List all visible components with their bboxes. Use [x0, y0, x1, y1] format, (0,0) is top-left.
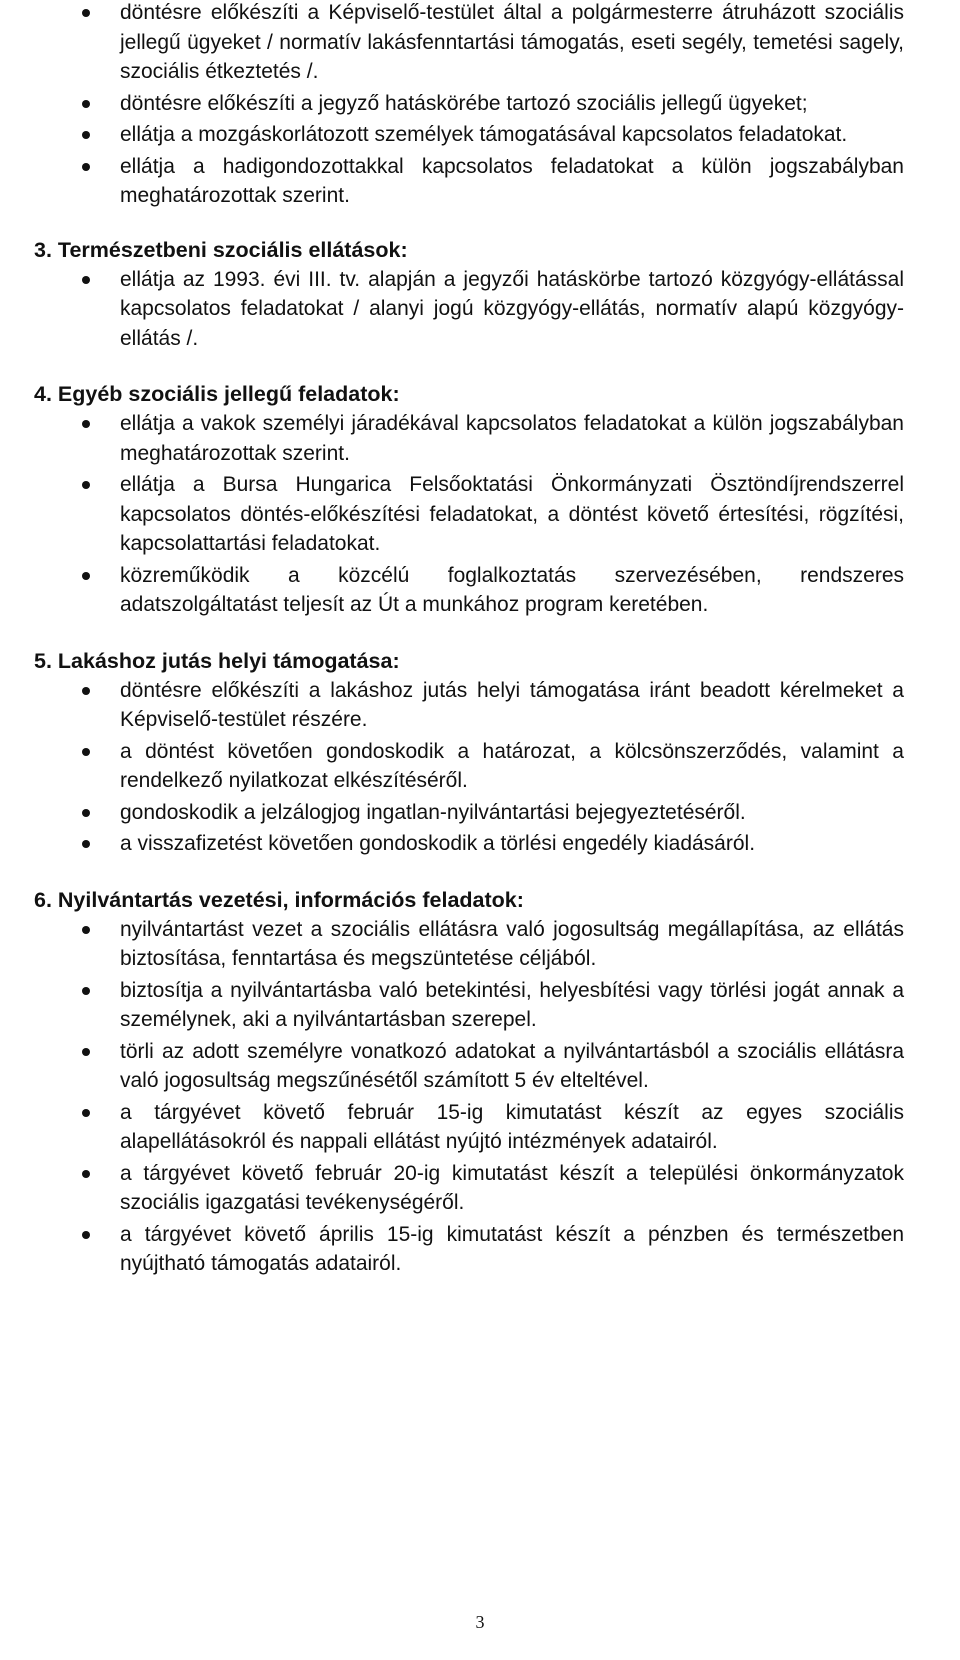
list-item	[34, 1098, 904, 1157]
section-bullet-list	[34, 409, 904, 620]
section-3	[34, 235, 904, 354]
list-item	[34, 0, 904, 87]
bullet-icon	[82, 1231, 90, 1239]
list-item	[34, 1220, 904, 1279]
list-item	[34, 676, 904, 735]
list-item	[34, 152, 904, 211]
bullet-icon	[82, 809, 90, 817]
bullet-icon	[82, 926, 90, 934]
intro-bullet-list	[34, 0, 904, 211]
bullet-icon	[82, 9, 90, 17]
bullet-icon	[82, 420, 90, 428]
bullet-icon	[82, 572, 90, 580]
bullet-icon	[82, 100, 90, 108]
list-item-text: a tárgyévet követő április 15-ig kimutatást készít a pénzben és természetben nyújtható támogatás adatairól.	[120, 1222, 904, 1275]
list-item	[34, 798, 904, 828]
section-heading: 5. Lakáshoz jutás helyi támogatása:	[34, 648, 400, 673]
section-6	[34, 885, 904, 1279]
list-item	[34, 737, 904, 796]
list-item-text: közreműködik a közcélú foglalkoztatás szervezésében, rendszeres adatszolgáltatást teljesít az Út a munkához program keretében.	[120, 563, 904, 616]
section-bullet-list	[34, 676, 904, 859]
list-item-text: a tárgyévet követő február 20-ig kimutatást készít a települési önkormányzatok szociális igazgatási tevékenységéről.	[120, 1161, 904, 1214]
list-item	[34, 89, 904, 119]
list-item-text: ellátja a vakok személyi járadékával kapcsolatos feladatokat a külön jogszabályban meghatározottak szerint.	[120, 412, 904, 465]
section-5	[34, 646, 904, 859]
list-item-text: döntésre előkészíti a lakáshoz jutás helyi támogatása iránt beadott kérelmeket a Képviselő-testület részére.	[120, 678, 904, 731]
list-item-text: ellátja a mozgáskorlátozott személyek támogatásával kapcsolatos feladatokat.	[120, 123, 848, 146]
list-item-text: törli az adott személyre vonatkozó adatokat a nyilvántartásból a szociális ellátásra való jogosultság megszűnésétől számított 5 év elteltével.	[120, 1039, 904, 1092]
section-heading: 3. Természetbeni szociális ellátások:	[34, 237, 408, 262]
list-item-text: döntésre előkészíti a Képviselő-testület által a polgármesterre átruházott szociális jellegű ügyeket / normatív lakásfenntartási támogatás, eseti segély, temetési sagely, szociális étkeztetés /.	[120, 1, 904, 83]
section-heading: 4. Egyéb szociális jellegű feladatok:	[34, 382, 400, 406]
list-item	[34, 1037, 904, 1096]
bullet-icon	[82, 1170, 90, 1178]
list-item-text: nyilvántartást vezet a szociális ellátásra való jogosultság megállapítása, az ellátás biztosítása, fenntartása és megszüntetése céljából.	[120, 917, 904, 970]
list-item	[34, 829, 904, 859]
section-heading: 6. Nyilvántartás vezetési, információs feladatok:	[34, 887, 524, 912]
bullet-icon	[82, 276, 90, 284]
list-item-text: ellátja a hadigondozottakkal kapcsolatos feladatokat a külön jogszabályban meghatározottak szerint.	[120, 154, 904, 207]
list-item	[34, 976, 904, 1035]
section-bullet-list	[34, 265, 904, 354]
list-item-text: a tárgyévet követő február 15-ig kimutatást készít az egyes szociális alapellátásokról és nappali ellátást nyújtó intézmények adatairól.	[120, 1100, 904, 1153]
bullet-icon	[82, 163, 90, 171]
bullet-icon	[82, 748, 90, 756]
document-body	[34, 0, 904, 1281]
list-item-text: gondoskodik a jelzálogjog ingatlan-nyilvántartási bejegyeztetéséről.	[120, 800, 746, 824]
bullet-icon	[82, 840, 90, 848]
list-item-text: biztosítja a nyilvántartásba való betekintési, helyesbítési vagy törlési jogát annak a személynek, aki a nyilvántartásban szerepel.	[120, 978, 904, 1031]
page-number: 3	[475, 1612, 485, 1632]
list-item	[34, 470, 904, 559]
bullet-icon	[82, 987, 90, 995]
section-4	[34, 379, 904, 620]
list-item-text: ellátja az 1993. évi III. tv. alapján a jegyzői hatáskörbe tartozó közgyógy-ellátással kapcsolatos feladatokat / alanyi jogú közgyógy-ellátás, normatív alapú közgyógy-ellátás /.	[120, 267, 904, 350]
list-item-text: döntésre előkészíti a jegyző hatáskörébe tartozó szociális jellegű ügyeket;	[120, 91, 808, 115]
bullet-icon	[82, 131, 90, 139]
bullet-icon	[82, 1109, 90, 1117]
list-item	[34, 409, 904, 468]
list-item-text: a visszafizetést követően gondoskodik a törlési engedély kiadásáról.	[120, 832, 756, 855]
list-item	[34, 265, 904, 354]
bullet-icon	[82, 1048, 90, 1056]
list-item	[34, 1159, 904, 1218]
bullet-icon	[82, 481, 90, 489]
section-bullet-list	[34, 915, 904, 1279]
list-item	[34, 561, 904, 620]
list-item-text: a döntést követően gondoskodik a határozat, a kölcsönszerződés, valamint a rendelkező nyilatkozat elkészítéséről.	[120, 739, 904, 792]
list-item	[34, 915, 904, 974]
list-item-text: ellátja a Bursa Hungarica Felsőoktatási Önkormányzati Ösztöndíjrendszerrel kapcsolatos döntés-előkészítési feladatokat, a döntést követő értesítési, rögzítési, kapcsolattartási feladatokat.	[120, 473, 904, 555]
bullet-icon	[82, 687, 90, 695]
list-item	[34, 120, 904, 150]
